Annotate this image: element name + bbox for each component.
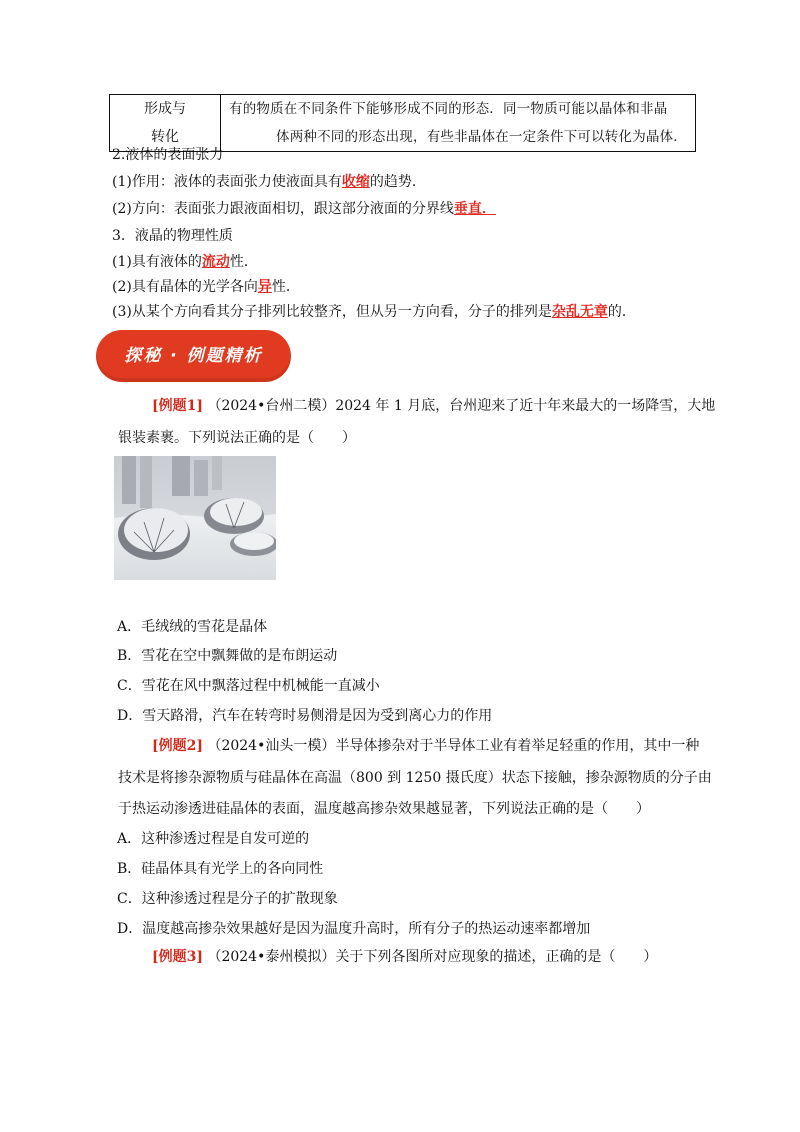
example2-option-b: B．硅晶体具有光学上的各向同性	[117, 861, 324, 877]
section-banner	[96, 330, 291, 382]
example1-option-a: A．毛绒绒的雪花是晶体	[117, 619, 268, 635]
table-label-cell	[110, 95, 221, 152]
section3-item1-pre: (1)具有液体的	[112, 254, 202, 270]
section2-item1-post: 的趋势．	[369, 174, 426, 190]
section3-item2	[112, 277, 300, 297]
example2-tag: [例题2]	[152, 738, 203, 754]
answer-blank: 收缩	[341, 174, 370, 190]
table-content-cell	[221, 95, 696, 152]
example3-tag: [例题3]	[152, 949, 203, 965]
section2-item2-pre: (2)方向：表面张力跟液面相切，跟这部分液面的分界线	[112, 201, 454, 217]
section3-item1	[112, 252, 258, 272]
example2-line2: 技术是将掺杂源物质与硅晶体在高温（800 到 1250 摄氏度）状态下接触，掺杂源物质的分子由	[118, 770, 712, 786]
example1-option-d: D．雪天路滑，汽车在转弯时易侧滑是因为受到离心力的作用	[117, 708, 493, 724]
example1-line1	[152, 396, 715, 416]
answer-blank: 杂乱无章	[551, 304, 608, 320]
section3-item2-post: 性．	[271, 279, 300, 295]
example1-option-c: C．雪花在风中飘落过程中机械能一直减小	[117, 678, 380, 694]
example2-option-c: C．这种渗透过程是分子的扩散现象	[117, 891, 338, 907]
section2-heading: 2.液体的表面张力	[112, 147, 224, 163]
example1-line2: 银装素裹。下列说法正确的是（ ）	[118, 430, 356, 446]
example3-line1	[152, 947, 657, 967]
section2-item1-pre: (1)作用：液体的表面张力使液面具有	[112, 174, 342, 190]
section3-item3-post: 的．	[607, 304, 636, 320]
answer-blank: 异	[257, 279, 272, 295]
example2-option-a: A．这种渗透过程是自发可逆的	[117, 831, 310, 847]
example2-line1	[152, 736, 699, 756]
snow-scene-photo	[114, 456, 276, 580]
table-label-line2: 转化	[151, 129, 179, 145]
example3-text1: （2024•泰州模拟）关于下列各图所对应现象的描述，正确的是（ ）	[207, 949, 658, 965]
definition-table	[109, 94, 696, 152]
example1-option-b: B．雪花在空中飘舞做的是布朗运动	[117, 648, 338, 664]
answer-blank: 流动	[201, 254, 230, 270]
section3-heading: 3．液晶的物理性质	[112, 228, 233, 244]
example2-line3: 于热运动渗透进硅晶体的表面，温度越高掺杂效果越显著，下列说法正确的是（ ）	[118, 801, 650, 817]
section3-item1-post: 性．	[229, 254, 258, 270]
banner-text: 探秘 · 例题精析	[124, 346, 263, 366]
section2-item2	[112, 199, 496, 219]
table-content-line2: 体两种不同的形态出现，有些非晶体在一定条件下可以转化为晶体．	[276, 129, 687, 145]
table-content-line1: 有的物质在不同条件下能够形成不同的形态．同一物质可能以晶体和非晶	[229, 101, 668, 117]
table-label-line1: 形成与	[144, 101, 186, 117]
example1-tag: [例题1]	[152, 398, 203, 414]
example2-option-d: D．温度越高掺杂效果越好是因为温度升高时，所有分子的热运动速率都增加	[117, 921, 591, 937]
section3-item3	[112, 302, 636, 322]
example1-text1: （2024•台州二模）2024 年 1 月底，台州迎来了近十年来最大的一场降雪，大地	[207, 398, 716, 414]
section3-item2-pre: (2)具有晶体的光学各向	[112, 279, 258, 295]
table-row	[110, 95, 696, 152]
section2-item1	[112, 172, 426, 192]
answer-blank: 垂直．	[453, 201, 496, 217]
section3-item3-pre: (3)从某个方向看其分子排列比较整齐，但从另一方向看，分子的排列是	[112, 304, 552, 320]
example2-text1: （2024•汕头一模）半导体掺杂对于半导体工业有着举足轻重的作用，其中一种	[207, 738, 700, 754]
